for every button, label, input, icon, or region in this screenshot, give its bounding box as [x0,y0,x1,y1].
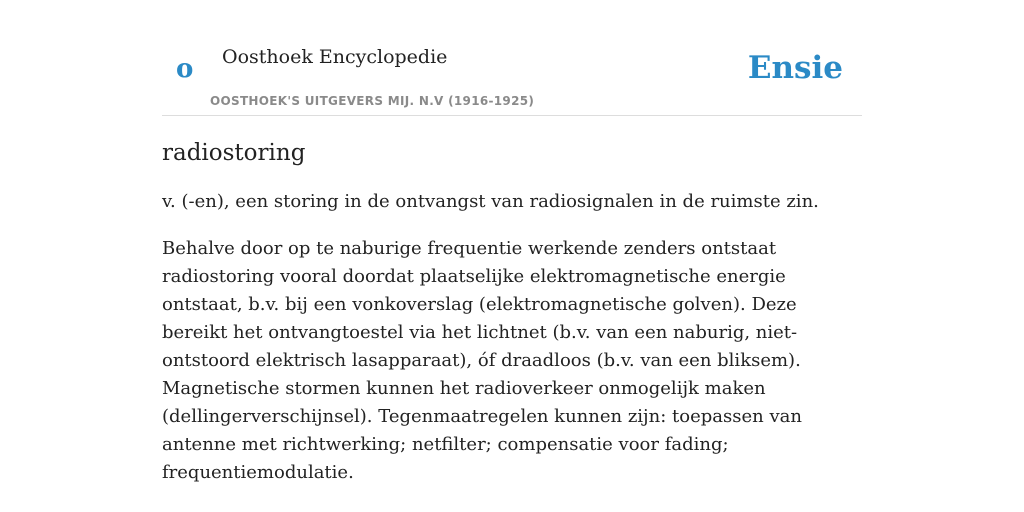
entry-body: Behalve door op te naburige frequentie werkende zenders ontstaat radiostoring vooral doordat plaatselijke elektromagnetische energie ontstaat, b.v. bij een vonkoverslag (elektromagnetische golven). Deze bereikt het ontvangtoestel via het lichtnet (b.v. van een naburig, niet-ontstoord elektrisch lasapparaat), óf draadloos (b.v. van een bliksem). Magnetische stormen kunnen het radioverkeer onmogelijk maken (dellingerverschijnsel). Tegenmaatregelen kunnen zijn: toepassen van antenne met richtwerking; netfilter; compensatie voor fading; frequentiemodulatie. [162,238,802,483]
page [162,0,862,487]
ensie-brand-link[interactable]: Ensie [747,50,843,86]
publisher-subtitle: OOSTHOEK'S UITGEVERS MIJ. N.V (1916-1925) [210,94,535,108]
site-header [162,0,862,116]
entry-title: radiostoring [162,140,306,166]
entry-definition: v. (-en), een storing in de ontvangst van radiosignalen in de ruimste zin. [162,191,819,212]
site-title-link[interactable]: Oosthoek Encyclopedie [222,46,448,68]
entry-article [162,140,862,487]
encyclopedia-logo-icon[interactable]: o [176,54,194,84]
